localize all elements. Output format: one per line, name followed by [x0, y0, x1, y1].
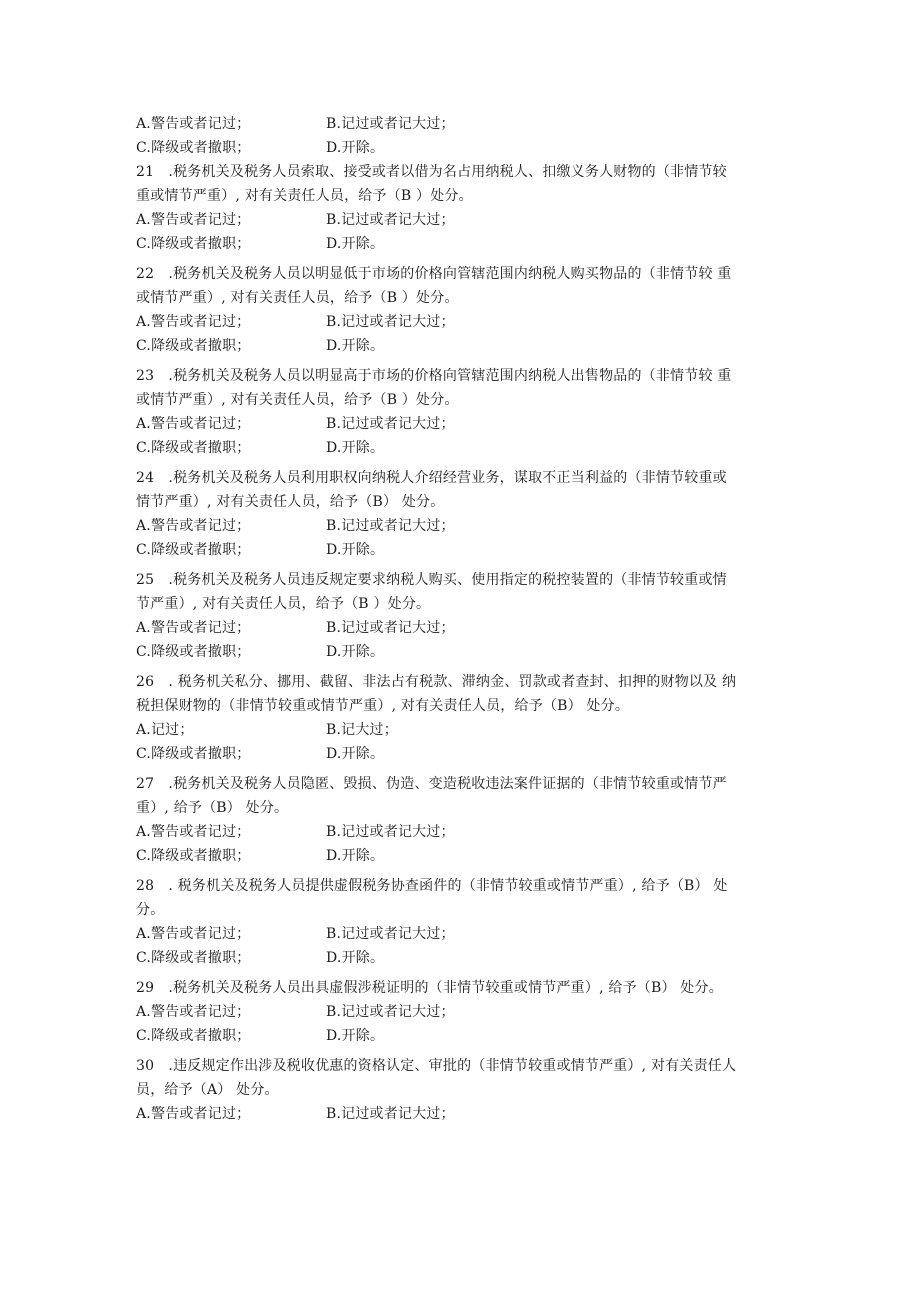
option-row [136, 820, 788, 844]
question-30 [136, 1054, 788, 1126]
option-b: B.记过或者记大过； [326, 824, 455, 840]
question-text: 或情节严重）, 对有关责任人员，给予（B ）处分。 [136, 290, 459, 306]
option-d: D.开除。 [326, 440, 385, 456]
option-c: C.降级或者撤职； [136, 746, 251, 762]
option-row [136, 844, 788, 868]
option-c: C.降级或者撤职； [136, 440, 251, 456]
question-text: 22 .税务机关及税务人员以明显低于市场的价格向管辖范围内纳税人购买物品的（非情节较 重 [136, 266, 732, 282]
document-page [136, 112, 788, 1126]
question-text: 分。 [136, 902, 165, 918]
option-row [136, 538, 788, 562]
option-a: A.警告或者记过； [136, 212, 251, 228]
option-d: D.开除。 [326, 1028, 385, 1044]
option-d: D.开除。 [326, 848, 385, 864]
option-a: A.警告或者记过； [136, 620, 251, 636]
option-row [136, 514, 788, 538]
option-d: D.开除。 [326, 746, 385, 762]
option-a: A.警告或者记过； [136, 1106, 251, 1122]
option-c: C.降级或者撤职； [136, 236, 251, 252]
option-b: B.记过或者记大过； [326, 1106, 455, 1122]
option-row [136, 1000, 788, 1024]
question-text: 27 .税务机关及税务人员隐匿、毁损、伪造、变造税收违法案件证据的（非情节较重或情节严 [136, 776, 727, 792]
option-b: B.记过或者记大过； [326, 926, 455, 942]
option-b: B.记过或者记大过； [326, 620, 455, 636]
option-c: C.降级或者撤职； [136, 338, 251, 354]
option-d: D.开除。 [326, 236, 385, 252]
option-row [136, 232, 788, 256]
option-c: C.降级或者撤职； [136, 644, 251, 660]
question-text: 节严重）, 对有关责任人员，给予（B ）处分。 [136, 596, 431, 612]
question-text: 29 .税务机关及税务人员出具虚假涉税证明的（非情节较重或情节严重）, 给予（B） 处分。 [136, 980, 723, 996]
option-b: B.记过或者记大过； [326, 314, 455, 330]
option-row [136, 208, 788, 232]
question-text: 或情节严重）, 对有关责任人员，给予（B ）处分。 [136, 392, 459, 408]
option-b: B.记过或者记大过； [326, 518, 455, 534]
question-26 [136, 670, 788, 766]
option-c: C.降级或者撤职； [136, 1028, 251, 1044]
option-b: B.记大过； [326, 722, 398, 738]
option-row [136, 616, 788, 640]
option-c: C.降级或者撤职； [136, 950, 251, 966]
option-c: C.降级或者撤职； [136, 140, 251, 156]
option-c: C.降级或者撤职； [136, 542, 251, 558]
question-text: 员，给予（A） 处分。 [136, 1082, 279, 1098]
question-27 [136, 772, 788, 868]
question-text: 重）, 给予（B） 处分。 [136, 800, 289, 816]
option-a: A.警告或者记过； [136, 416, 251, 432]
question-24 [136, 466, 788, 562]
question-23 [136, 364, 788, 460]
option-row [136, 436, 788, 460]
option-row [136, 640, 788, 664]
question-text: 税担保财物的（非情节较重或情节严重）, 对有关责任人员，给予（B） 处分。 [136, 698, 630, 714]
option-a: A.警告或者记过； [136, 116, 251, 132]
option-b: B.记过或者记大过； [326, 212, 455, 228]
option-row [136, 1102, 788, 1126]
option-row [136, 112, 788, 136]
question-25 [136, 568, 788, 664]
question-29 [136, 976, 788, 1048]
option-row [136, 718, 788, 742]
option-d: D.开除。 [326, 950, 385, 966]
question-28 [136, 874, 788, 970]
option-a: A.警告或者记过； [136, 314, 251, 330]
option-row [136, 1024, 788, 1048]
option-a: A.警告或者记过； [136, 926, 251, 942]
option-row [136, 136, 788, 160]
question-text: 情节严重）, 对有关责任人员，给予（B） 处分。 [136, 494, 445, 510]
question-text: 23 .税务机关及税务人员以明显高于市场的价格向管辖范围内纳税人出售物品的（非情节较 重 [136, 368, 732, 384]
option-d: D.开除。 [326, 542, 385, 558]
question-22 [136, 262, 788, 358]
option-row [136, 922, 788, 946]
option-d: D.开除。 [326, 140, 385, 156]
question-text: 25 .税务机关及税务人员违反规定要求纳税人购买、使用指定的税控装置的（非情节较重或情 [136, 572, 727, 588]
option-d: D.开除。 [326, 338, 385, 354]
question-text: 24 .税务机关及税务人员利用职权向纳税人介绍经营业务，谋取不正当利益的（非情节较重或 [136, 470, 727, 486]
question-text: 28 . 税务机关及税务人员提供虚假税务协查函件的（非情节较重或情节严重）, 给予（B） 处 [136, 878, 728, 894]
option-row [136, 310, 788, 334]
question-text: 21 .税务机关及税务人员索取、接受或者以借为名占用纳税人、扣缴义务人财物的（非情节较 [136, 164, 727, 180]
option-a: A.警告或者记过； [136, 824, 251, 840]
option-row [136, 334, 788, 358]
question-text: 重或情节严重）, 对有关责任人员，给予（B ）处分。 [136, 188, 473, 204]
option-b: B.记过或者记大过； [326, 416, 455, 432]
question-text: 30 .违反规定作出涉及税收优惠的资格认定、审批的（非情节较重或情节严重）, 对有关责任人 [136, 1058, 737, 1074]
option-row [136, 412, 788, 436]
option-b: B.记过或者记大过； [326, 116, 455, 132]
option-row [136, 946, 788, 970]
question-text: 26 . 税务机关私分、挪用、截留、非法占有税款、滞纳金、罚款或者查封、扣押的财物以及 纳 [136, 674, 737, 690]
option-c: C.降级或者撤职； [136, 848, 251, 864]
option-d: D.开除。 [326, 644, 385, 660]
option-b: B.记过或者记大过； [326, 1004, 455, 1020]
question-21 [136, 160, 788, 256]
option-a: A.警告或者记过； [136, 518, 251, 534]
option-a: A.警告或者记过； [136, 1004, 251, 1020]
option-row [136, 742, 788, 766]
option-a: A.记过； [136, 722, 194, 738]
